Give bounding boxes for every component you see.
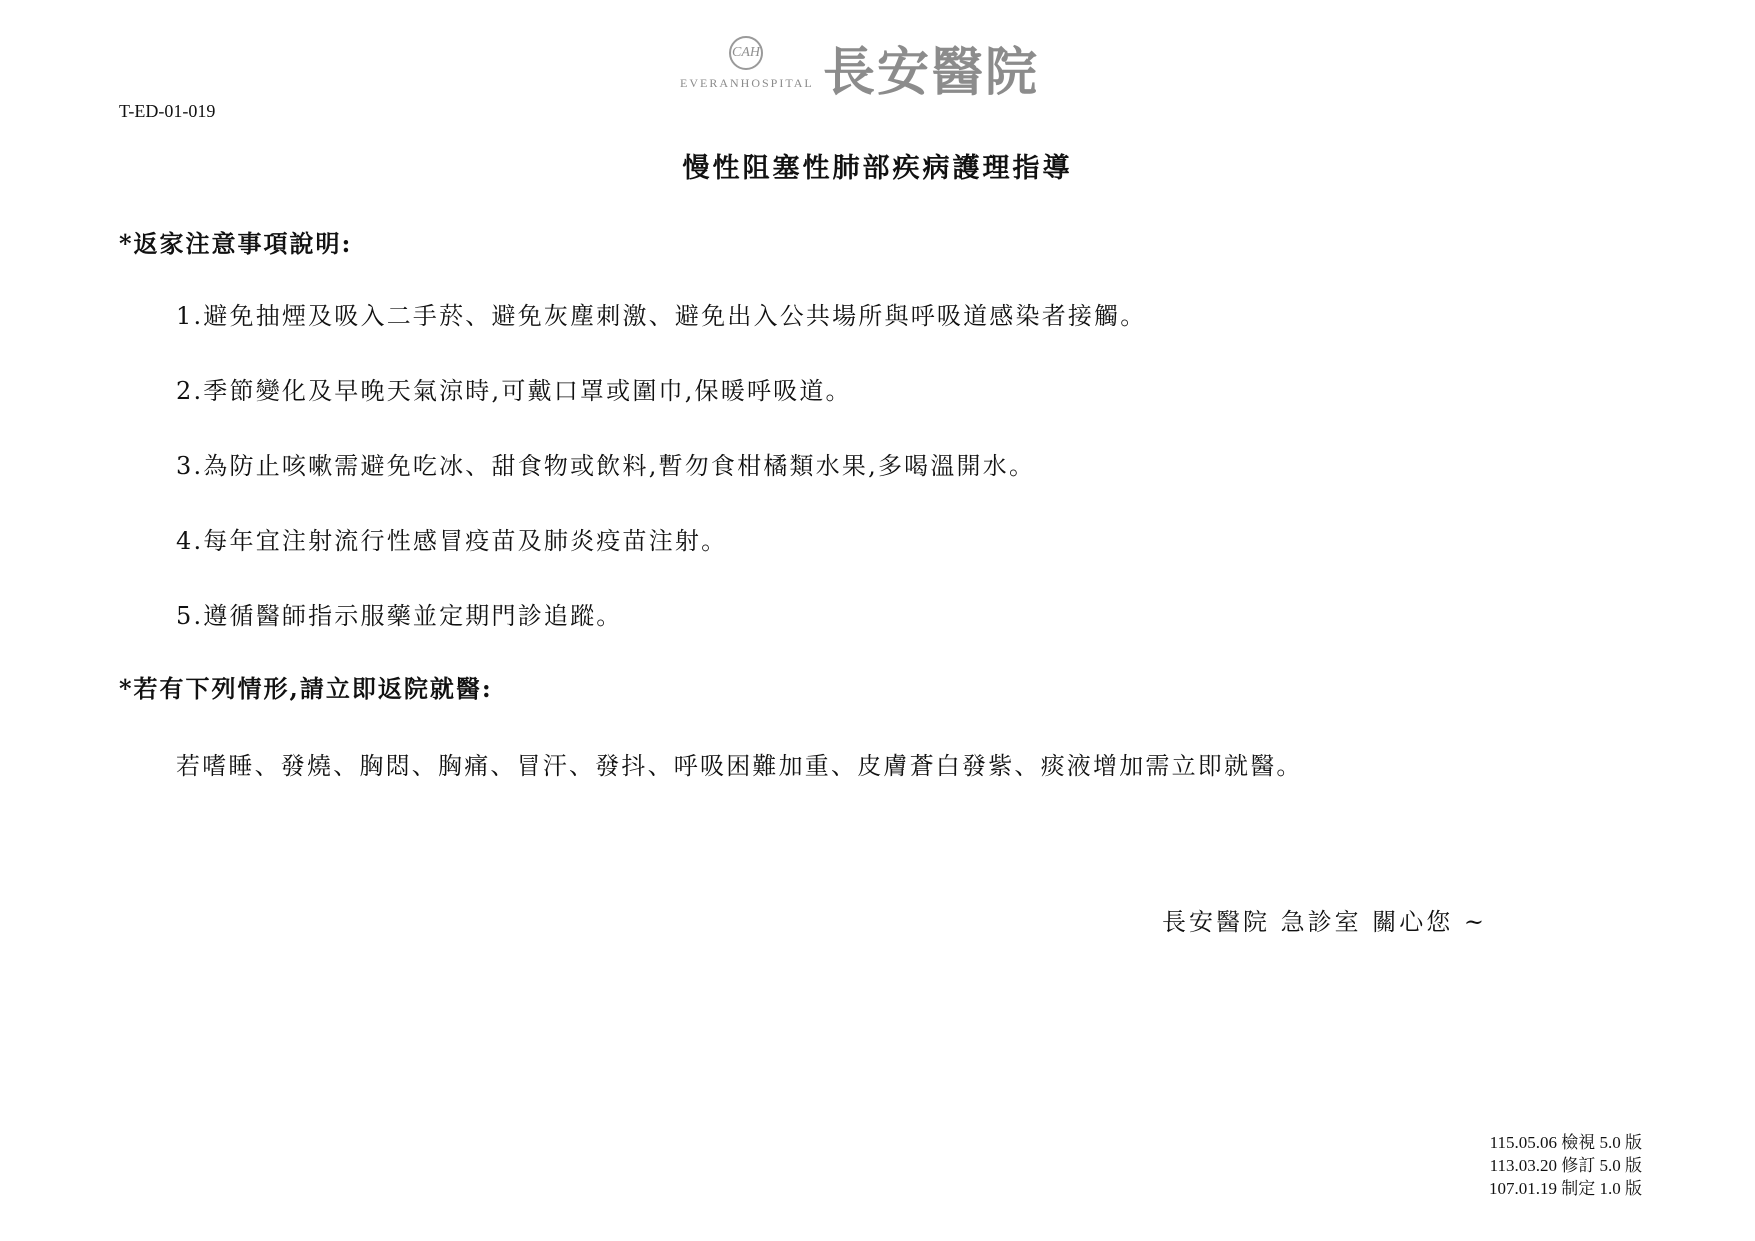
return-to-hospital-text: 若嗜睡、發燒、胸悶、胸痛、冒汗、發抖、呼吸困難加重、皮膚蒼白發紫、痰液增加需立即就醫。 (176, 752, 1303, 780)
revision-entry: 107.01.19 制定 1.0 版 (1489, 1179, 1642, 1198)
return-to-hospital-heading: *若有下列情形,請立即返院就醫: (119, 674, 493, 703)
revision-entry: 113.03.20 修訂 5.0 版 (1489, 1156, 1642, 1175)
revision-history (1489, 1131, 1642, 1200)
sign-off: 長安醫院 急診室 關心您 ~ (1162, 908, 1487, 936)
document-code: T-ED-01-019 (119, 101, 216, 121)
logo-chinese-name: 長安醫院 (823, 43, 1040, 103)
revision-entry: 115.05.06 檢視 5.0 版 (1489, 1133, 1642, 1152)
home-care-heading: *返家注意事項說明: (119, 229, 353, 258)
logo-english-name: EVERANHOSPITAL (680, 76, 814, 90)
home-care-item: 2.季節變化及早晚天氣涼時,可戴口罩或圍巾,保暖呼吸道。 (176, 377, 852, 405)
hospital-emblem-icon: CAH (729, 36, 763, 70)
hospital-logo (678, 32, 1078, 103)
home-care-item: 3.為防止咳嗽需避免吃冰、甜食物或飲料,暫勿食柑橘類水果,多喝溫開水。 (176, 452, 1036, 480)
home-care-item: 1.避免抽煙及吸入二手菸、避免灰塵刺激、避免出入公共場所與呼吸道感染者接觸。 (176, 302, 1147, 330)
home-care-item: 4.每年宜注射流行性感冒疫苗及肺炎疫苗注射。 (176, 527, 728, 555)
page-title: 慢性阻塞性肺部疾病護理指導 (682, 153, 1073, 184)
home-care-item: 5.遵循醫師指示服藥並定期門診追蹤。 (176, 602, 623, 630)
